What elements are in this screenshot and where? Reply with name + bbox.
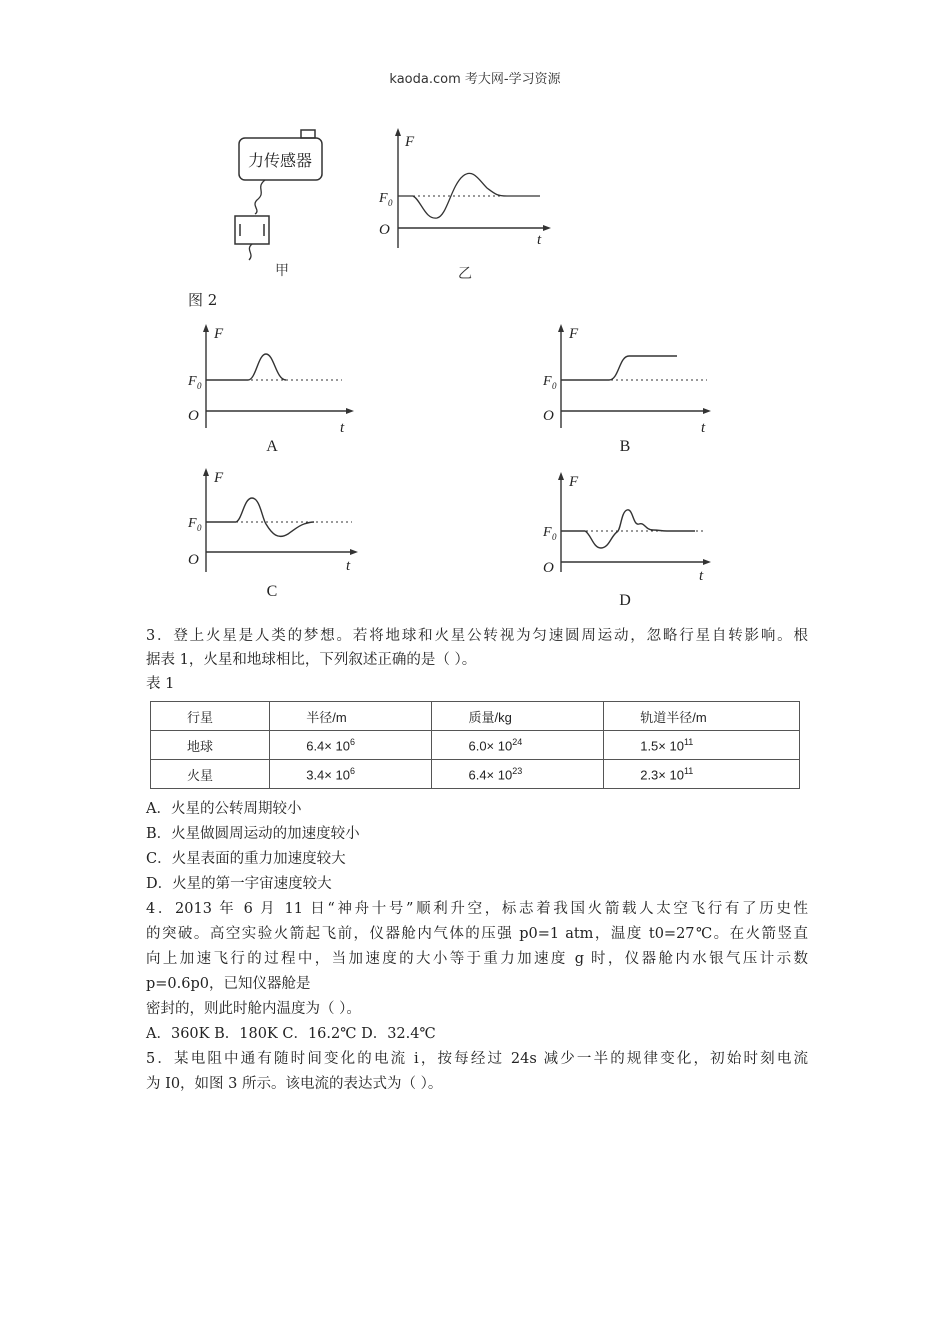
f0-label: F [188, 374, 197, 389]
question-5 [146, 1047, 808, 1097]
figure-2-label: 图 2 [188, 291, 218, 309]
cell-radius: $6.4\times 10^6$ [270, 731, 432, 760]
q4-line-1: 4．2013 年 6 月 11 日“神舟十号”顺利升空，标志着我国火箭载人太空飞行有了历史性 [146, 901, 808, 917]
f0-label: F [379, 191, 388, 206]
q3-line-2: 据表 1，火星和地球相比，下列叙述正确的是（ ）。 [146, 652, 477, 668]
origin-label: O [188, 408, 199, 424]
origin-label: O [543, 408, 554, 424]
q3-option-b: B．火星做圆周运动的加速度较小 [146, 826, 360, 842]
q4-options: A．360K B．180K C．16.2℃ D．32.4℃ [146, 1026, 436, 1042]
axis-label-f: F [569, 474, 579, 490]
f0-label: F [543, 374, 552, 389]
q3-option-d: D．火星的第一宇宙速度较大 [146, 876, 332, 892]
page-header: kaoda.com 考大网-学习资源 [389, 72, 561, 87]
cell-mass: $6.4\times 10^{23}$ [432, 760, 604, 789]
origin-label: O [188, 552, 199, 568]
cell-orbit-radius: $2.3\times 10^{11}$ [604, 760, 800, 789]
origin-label: O [379, 222, 390, 238]
option-graph-a [180, 318, 380, 458]
axis-label-t: t [701, 420, 706, 436]
q3-options [146, 797, 808, 897]
table-row [151, 731, 800, 760]
question-3 [146, 624, 808, 696]
q4-line-2: 的突破。高空实验火箭起飞前，仪器舱内气体的压强 p0=1 atm，温度 t0=27℃。在火箭竖直 [146, 926, 808, 942]
planet-table [150, 701, 800, 789]
axis-label-f: F [569, 326, 579, 342]
q4-line-5: 密封的，则此时舱内温度为（ ）。 [146, 1001, 361, 1017]
q5-line-1: 5．某电阻中通有随时间变化的电流 i，按每经过 24s 减少一半的规律变化，初始时刻电流 [146, 1051, 808, 1067]
table-row [151, 760, 800, 789]
f0-label: F [543, 525, 552, 540]
q3-option-c: C．火星表面的重力加速度较大 [146, 851, 346, 867]
f0-subscript: 0 [197, 381, 202, 391]
figure-2-top [225, 120, 565, 285]
f0-subscript: 0 [197, 523, 202, 533]
axis-label-f: F [405, 134, 415, 150]
cell-planet: 火星 [151, 760, 270, 789]
label-jia: 甲 [275, 264, 289, 279]
cell-planet: 地球 [151, 731, 270, 760]
axis-label-t: t [537, 232, 542, 248]
axis-label-t: t [346, 558, 351, 574]
axis-label-f: F [214, 470, 224, 486]
option-graph-d [535, 468, 735, 610]
option-label-d: D [619, 592, 631, 609]
option-graph-b [535, 318, 735, 458]
sensor-label: 力传感器 [247, 153, 313, 170]
q3-line-1: 3．登上火星是人类的梦想。若将地球和火星公转视为匀速圆周运动，忽略行星自转影响。根 [146, 628, 808, 644]
graph-yi [378, 128, 551, 282]
cell-radius: $3.4\times 10^6$ [270, 760, 432, 789]
q4-line-4: p=0.6p0，已知仪器舱是 [146, 976, 311, 992]
f0-subscript: 0 [552, 381, 557, 391]
q3-option-a: A．火星的公转周期较小 [146, 801, 302, 817]
table-header-row [151, 702, 800, 731]
f0-subscript: 0 [552, 532, 557, 542]
axis-label-f: F [214, 326, 224, 342]
header-planet: 行星 [151, 702, 270, 731]
q4-line-3: 向上加速飞行的过程中，当加速度的大小等于重力加速度 g 时，仪器舱内水银气压计示数 [146, 951, 808, 967]
force-sensor-apparatus [235, 130, 322, 279]
option-label-b: B [619, 438, 631, 455]
option-label-a: A [266, 438, 278, 455]
f0-subscript: 0 [388, 198, 393, 208]
origin-label: O [543, 560, 554, 576]
cell-mass: $6.0\times 10^{24}$ [432, 731, 604, 760]
axis-label-t: t [699, 568, 704, 584]
option-label-c: C [266, 583, 278, 600]
label-yi: 乙 [458, 267, 472, 282]
table-1-label: 表 1 [146, 676, 175, 692]
option-graph-c [180, 462, 380, 602]
question-4 [146, 897, 808, 1047]
axis-label-t: t [340, 420, 345, 436]
f0-label: F [188, 516, 197, 531]
header-mass: 质量/kg [432, 702, 604, 731]
header-radius: 半径/m [270, 702, 432, 731]
q5-line-2: 为 I0，如图 3 所示。该电流的表达式为（ ）。 [146, 1076, 443, 1092]
cell-orbit-radius: $1.5\times 10^{11}$ [604, 731, 800, 760]
header-orbit-radius: 轨道半径/m [604, 702, 800, 731]
